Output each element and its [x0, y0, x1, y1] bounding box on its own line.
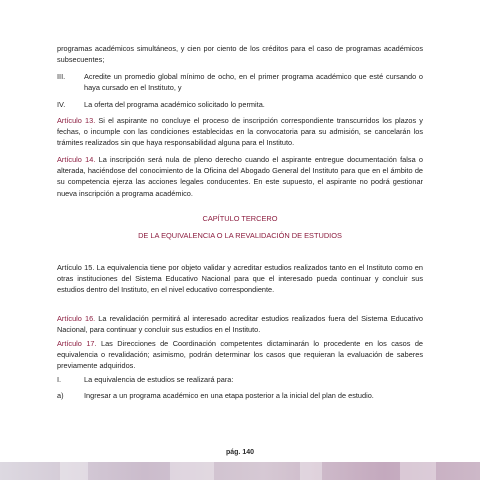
list-number: III. — [57, 72, 66, 81]
article-label: Artículo 17. — [57, 339, 97, 348]
article-text: Las Direcciones de Coordinación competentes dictaminarán lo procedente en los casos de equivalencia o revalidación; asimismo, podrán determinar los casos que requieran la evaluación de saberes previamente adquiridos. — [57, 339, 423, 371]
list-text: Ingresar a un programa académico en una etapa posterior a la inicial del plan de estudio. — [84, 391, 374, 400]
paragraph-intro: programas académicos simultáneos, y cien por ciento de los créditos para el caso de programas académicos subsecuentes; — [57, 44, 423, 65]
article-text: La revalidación permitirá al interesado acreditar estudios realizados fuera del Sistema Educativo Nacional, para continuar y concluir sus estudios en el Instituto. — [57, 314, 423, 335]
list-item-a — [57, 390, 423, 402]
list-text: Acredite un promedio global mínimo de ocho, en el primer programa académico que esté cursando o haya cursado en el Instituto, y — [84, 72, 423, 93]
list-number: IV. — [57, 100, 66, 109]
list-item-iii — [57, 71, 423, 95]
footer-decorative-band — [0, 462, 480, 480]
page-number: pág. 140 — [225, 449, 254, 456]
chapter-title: CAPÍTULO TERCERO — [202, 214, 278, 223]
article-14 — [57, 154, 423, 199]
list-text: La oferta del programa académico solicitado lo permita. — [84, 100, 265, 109]
article-text: La equivalencia tiene por objeto validar y acreditar estudios realizados tanto en el Instituto como en otras instituciones del Sistema Educativo Nacional para que el interesado pueda continuar y concluir sus estudios dentro del Instituto, en el nivel educativo correspondiente. — [57, 263, 423, 295]
article-13 — [57, 115, 423, 149]
article-17 — [57, 338, 423, 372]
article-label: Artículo 15. — [57, 263, 95, 272]
article-text: Si el aspirante no concluye el proceso de inscripción correspondiente transcurridos los plazos y fechas, o incumple con las condiciones establecidas en la convocatoria para su admisión, se cancelarán los trámites realizados sin que haya responsabilidad alguna para el Instituto. — [57, 116, 423, 148]
list-number: a) — [57, 391, 64, 400]
article-label: Artículo 13. — [57, 116, 96, 125]
list-item-iv — [57, 99, 423, 111]
article-label: Artículo 14. — [57, 155, 96, 164]
article-label: Artículo 16. — [57, 314, 96, 323]
article-16 — [57, 313, 423, 335]
list-number: I. — [57, 375, 62, 384]
chapter-subtitle: DE LA EQUIVALENCIA O LA REVALIDACIÓN DE ESTUDIOS — [138, 231, 342, 240]
list-text: La equivalencia de estudios se realizará para: — [84, 375, 234, 384]
article-text: La inscripción será nula de pleno derecho cuando el aspirante entregue documentación falsa o alterada, haciéndose del conocimiento de la Oficina del Abogado General del Instituto para que en el ámbito de su competencia ejerza las acciones legales conducentes. En este supuesto, el aspirante no podrá gestionar nueva inscripción a programa académico. — [57, 155, 423, 198]
list-item-i — [57, 374, 423, 386]
article-15 — [57, 262, 423, 296]
